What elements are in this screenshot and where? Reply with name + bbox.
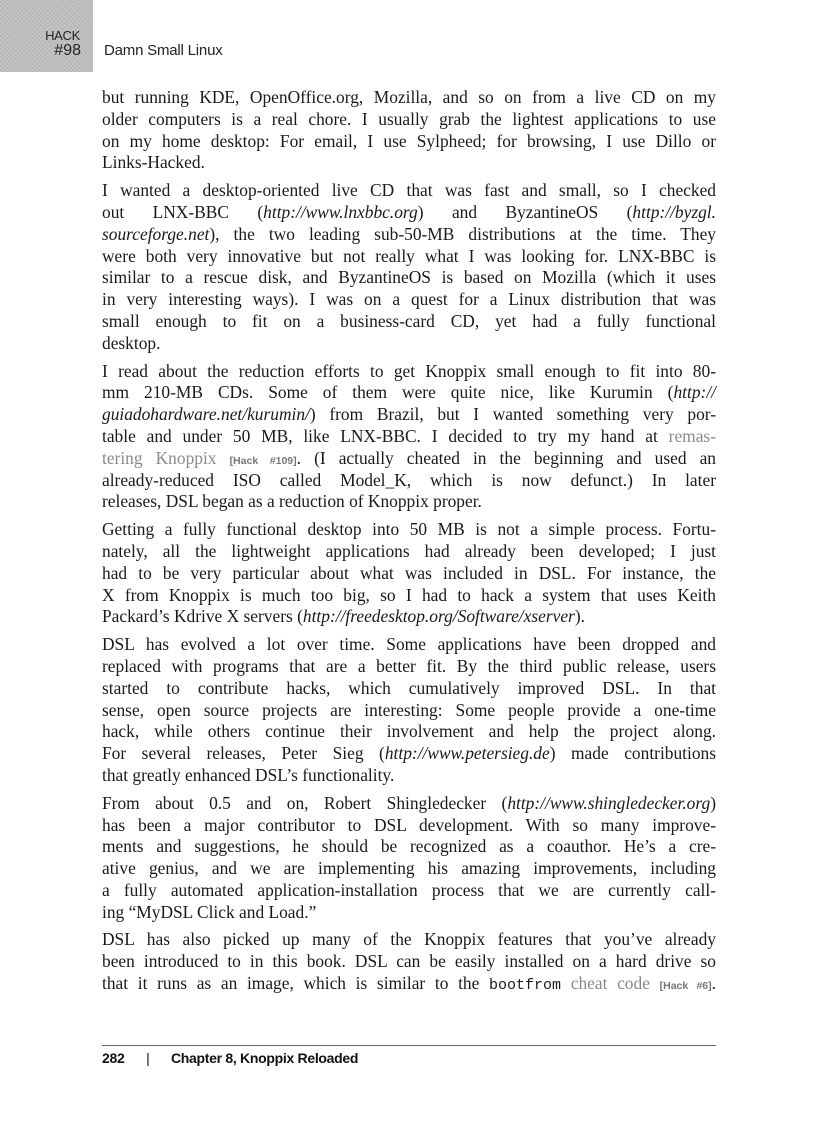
page-footer: [102, 1050, 358, 1066]
text-run: I read about the reduction efforts to get Knoppix small enough to fit into 80-: [102, 360, 716, 381]
hack-reference[interactable]: [Hack #109]: [229, 454, 297, 467]
text-run: ): [710, 792, 716, 813]
text-run: [217, 448, 230, 468]
text-line: [102, 404, 716, 426]
text-run: I wanted a desktop-oriented live CD that was fast and small, so I checked: [102, 180, 716, 201]
footer-rule: [102, 1045, 716, 1046]
paragraph: [102, 929, 716, 994]
text-run: replaced with programs that are a better fit. By the third public release, users: [102, 655, 716, 676]
text-run: ) from Brazil, but I wanted something very por-: [309, 404, 716, 425]
text-line: [102, 836, 716, 858]
text-line: [102, 743, 716, 765]
text-line: [102, 678, 716, 700]
text-line: [102, 180, 716, 202]
text-line: [102, 634, 716, 656]
text-run: ing “MyDSL Click and Load.”: [102, 901, 317, 922]
url-text: http://www.lnxbbc.org: [263, 201, 418, 222]
text-line: [102, 656, 716, 678]
text-run: . (I actually cheated in the beginning and used an: [296, 447, 716, 468]
text-run: that greatly enhanced DSL’s functionality.: [102, 764, 395, 785]
text-run: had to be very particular about what was included in DSL. For instance, the: [102, 562, 716, 583]
text-run: already-reduced ISO called Model_K, which is now defunct.) In later: [102, 469, 716, 490]
text-run: ments and suggestions, he should be recognized as a coauthor. He’s a cre-: [102, 836, 716, 857]
text-run: DSL has evolved a lot over time. Some applications have been dropped and: [102, 634, 716, 655]
text-line: [102, 470, 716, 492]
url-text: http://www.shingledecker.org: [507, 792, 711, 813]
text-line: [102, 765, 716, 787]
text-run: been introduced to in this book. DSL can be easily installed on a hard drive so: [102, 951, 716, 972]
text-line: [102, 606, 716, 628]
paragraph: [102, 793, 716, 924]
text-line: [102, 815, 716, 837]
text-line: [102, 491, 716, 513]
url-text: http://freedesktop.org/Software/xserver: [302, 606, 575, 627]
text-line: [102, 541, 716, 563]
hack-label: HACK: [45, 28, 80, 43]
text-run: releases, DSL began as a reduction of Knoppix proper.: [102, 491, 482, 512]
text-line: [102, 858, 716, 880]
text-line: [102, 563, 716, 585]
text-run: sense, open source projects are interesting: Some people provide a one-time: [102, 699, 716, 720]
text-run: ) and ByzantineOS (: [417, 201, 633, 222]
hack-number: #98: [54, 42, 81, 59]
paragraph: [102, 634, 716, 787]
text-run: were both very innovative but not really what I was looking for. LNX-BBC is: [102, 245, 716, 266]
hack-tab: [0, 0, 93, 72]
text-run: DSL has also picked up many of the Knoppix features that you’ve already: [102, 929, 716, 950]
text-line: [102, 793, 716, 815]
text-line: [102, 109, 716, 131]
text-line: [102, 902, 716, 924]
text-run: Getting a fully functional desktop into 50 MB is not a simple process. Fortu-: [102, 519, 716, 540]
text-run: that it runs as an image, which is similar to the: [102, 973, 490, 994]
cross-reference-link[interactable]: remas-: [668, 425, 716, 446]
text-line: [102, 382, 716, 404]
text-line: [102, 246, 716, 268]
text-line: [102, 426, 716, 448]
text-line: [102, 202, 716, 224]
text-line: [102, 361, 716, 383]
inline-code: bootfrom: [489, 977, 562, 995]
text-run: desktop.: [102, 332, 161, 353]
hack-reference[interactable]: [Hack #6]: [659, 980, 712, 993]
text-run: table and under 50 MB, like LNX-BBC. I decided to try my hand at: [102, 425, 669, 446]
text-line: [102, 311, 716, 333]
url-text: http://: [673, 382, 716, 403]
url-text: http://www.petersieg.de: [384, 743, 550, 764]
text-run: has been a major contributor to DSL development. With so many improve-: [102, 814, 716, 835]
text-run: similar to a rescue disk, and ByzantineOS is based on Mozilla (which it uses: [102, 267, 716, 288]
text-run: Links-Hacked.: [102, 152, 205, 173]
text-line: [102, 951, 716, 973]
text-run: X from Knoppix is much too big, so I had to hack a system that uses Keith: [102, 584, 716, 605]
text-run: on my home desktop: For email, I use Sylpheed; for browsing, I use Dillo or: [102, 130, 716, 151]
text-run: .: [711, 973, 716, 994]
footer-separator: |: [146, 1050, 150, 1066]
text-run: small enough to fit on a business-card CD, yet had a fully functional: [102, 310, 716, 331]
text-run: ), the two leading sub-50-MB distributions at the time. They: [209, 223, 716, 244]
text-line: [102, 289, 716, 311]
text-line: [102, 152, 716, 174]
cross-reference-link[interactable]: cheat code: [570, 973, 650, 994]
text-run: older computers is a real chore. I usually grab the lightest applications to use: [102, 108, 716, 129]
text-run: ).: [574, 606, 585, 627]
text-run: For several releases, Peter Sieg (: [102, 743, 385, 764]
paragraph: [102, 361, 716, 514]
text-line: [102, 973, 716, 995]
text-run: Packard’s Kdrive X servers (: [102, 606, 303, 627]
text-run: [650, 973, 660, 993]
text-line: [102, 87, 716, 109]
text-run: [561, 973, 571, 993]
text-line: [102, 448, 716, 470]
url-text: sourceforge.net: [102, 223, 210, 244]
chapter-title: Chapter 8, Knoppix Reloaded: [171, 1050, 359, 1066]
text-run: From about 0.5 and on, Robert Shingledecker (: [102, 792, 508, 813]
text-run: hack, while others continue their involvement and help the project along.: [102, 721, 716, 742]
text-line: [102, 721, 716, 743]
text-line: [102, 131, 716, 153]
text-run: ative genius, and we are implementing his amazing improvements, including: [102, 858, 716, 879]
url-text: http://byzgl.: [632, 201, 716, 222]
text-run: ) made contributions: [549, 743, 716, 764]
text-run: but running KDE, OpenOffice.org, Mozilla, and so on from a live CD on my: [102, 87, 716, 107]
text-run: in very interesting ways). I was on a quest for a Linux distribution that was: [102, 289, 716, 310]
text-line: [102, 880, 716, 902]
paragraph: [102, 87, 716, 174]
paragraph: [102, 519, 716, 628]
url-text: guiadohardware.net/kurumin/: [102, 404, 310, 425]
text-line: [102, 333, 716, 355]
running-title: Damn Small Linux: [104, 42, 223, 59]
text-run: a fully automated application-installation process that we are currently call-: [102, 879, 716, 900]
text-run: started to contribute hacks, which cumulatively improved DSL. In that: [102, 677, 716, 698]
paragraph: [102, 180, 716, 354]
text-run: nately, all the lightweight applications had already been developed; I just: [102, 540, 716, 561]
text-line: [102, 267, 716, 289]
cross-reference-link[interactable]: tering Knoppix: [102, 447, 217, 468]
text-line: [102, 929, 716, 951]
text-line: [102, 224, 716, 246]
body-text: [102, 87, 716, 1001]
text-line: [102, 585, 716, 607]
page-number: 282: [102, 1050, 125, 1066]
text-line: [102, 700, 716, 722]
text-run: mm 210-MB CDs. Some of them were quite nice, like Kurumin (: [102, 382, 674, 403]
text-line: [102, 519, 716, 541]
text-run: out LNX-BBC (: [102, 201, 264, 222]
